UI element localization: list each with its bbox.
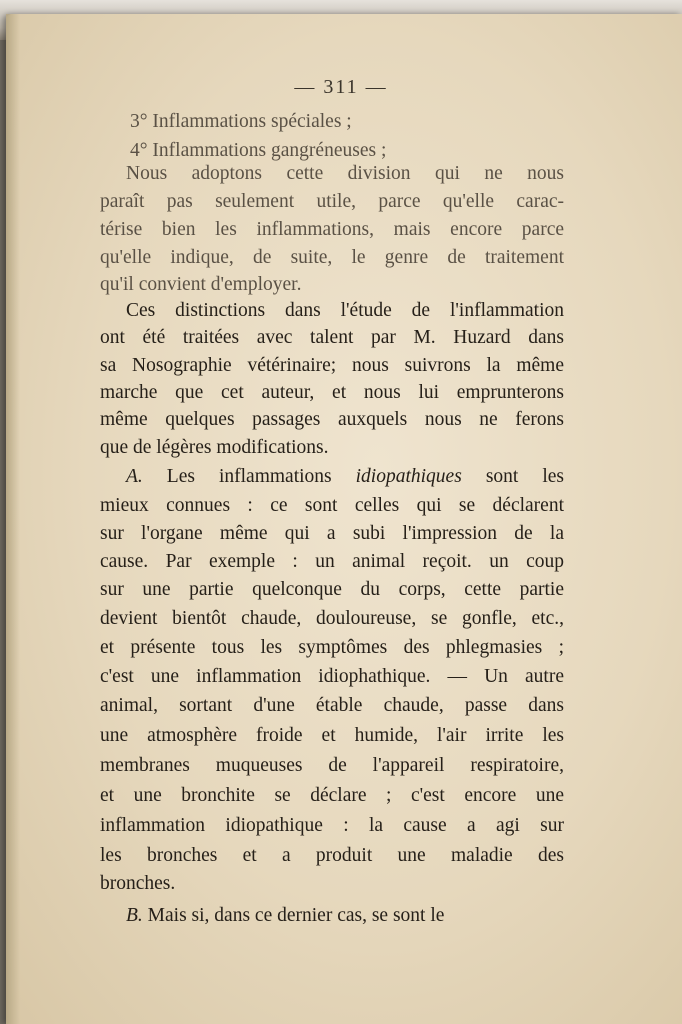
text-line: paraît pas seulement utile, parce qu'elle carac-: [100, 191, 564, 212]
text-line: bronches.: [100, 873, 176, 894]
text-run: Mais si, dans ce dernier cas, se sont le: [142, 905, 445, 926]
text-line: Ces distinctions dans l'étude de l'inflammation: [126, 300, 564, 321]
text-line: les bronches et a produit une maladie des: [100, 845, 564, 866]
text-line: térise bien les inflammations, mais encore parce: [100, 219, 564, 240]
text-line: et présente tous les symptômes des phlegmasies ;: [100, 637, 564, 658]
text-line: et une bronchite se déclare ; c'est encore une: [100, 785, 564, 806]
text-run: Les inflammations: [142, 466, 356, 487]
section-letter-b: B.: [126, 905, 143, 926]
text-line: Nous adoptons cette division qui ne nous: [126, 163, 564, 184]
text-line: sur une partie quelconque du corps, cette partie: [100, 579, 564, 600]
text-line: c'est une inflammation idiophathique. — Un autre: [100, 666, 564, 687]
text-line: membranes muqueuses de l'appareil respiratoire,: [100, 755, 564, 776]
text-line: ont été traitées avec talent par M. Huzard dans: [100, 327, 564, 348]
section-letter-a: A.: [126, 466, 143, 487]
page-edge-shadow: [6, 14, 20, 1024]
text-line: sa Nosographie vétérinaire; nous suivrons la même: [100, 355, 564, 376]
paragraph-a-opening: [100, 465, 564, 489]
text-line: 4° Inflammations gangréneuses ;: [130, 140, 387, 161]
paragraph-b-opening: [100, 904, 564, 928]
text-line: marche que cet auteur, et nous lui emprunterons: [100, 382, 564, 403]
text-line: qu'il convient d'employer.: [100, 274, 302, 295]
text-line: devient bientôt chaude, douloureuse, se gonfle, etc.,: [100, 608, 564, 629]
text-line: une atmosphère froide et humide, l'air irrite les: [100, 725, 564, 746]
text-line: mieux connues : ce sont celles qui se déclarent: [100, 495, 564, 516]
text-line: que de légères modifications.: [100, 437, 329, 458]
text-line: cause. Par exemple : un animal reçoit. un coup: [100, 551, 564, 572]
text-line: animal, sortant d'une étable chaude, passe dans: [100, 695, 564, 716]
text-line: sur l'organe même qui a subi l'impression de la: [100, 523, 564, 544]
emphasized-term: idiopathiques: [355, 466, 462, 487]
page-number: — 311 —: [294, 76, 388, 98]
text-run: sont les: [461, 466, 564, 487]
text-line: même quelques passages auxquels nous ne ferons: [100, 409, 564, 430]
text-line: inflammation idiopathique : la cause a agi sur: [100, 815, 564, 836]
text-line: 3° Inflammations spéciales ;: [130, 111, 352, 132]
text-line: qu'elle indique, de suite, le genre de traitement: [100, 247, 564, 268]
